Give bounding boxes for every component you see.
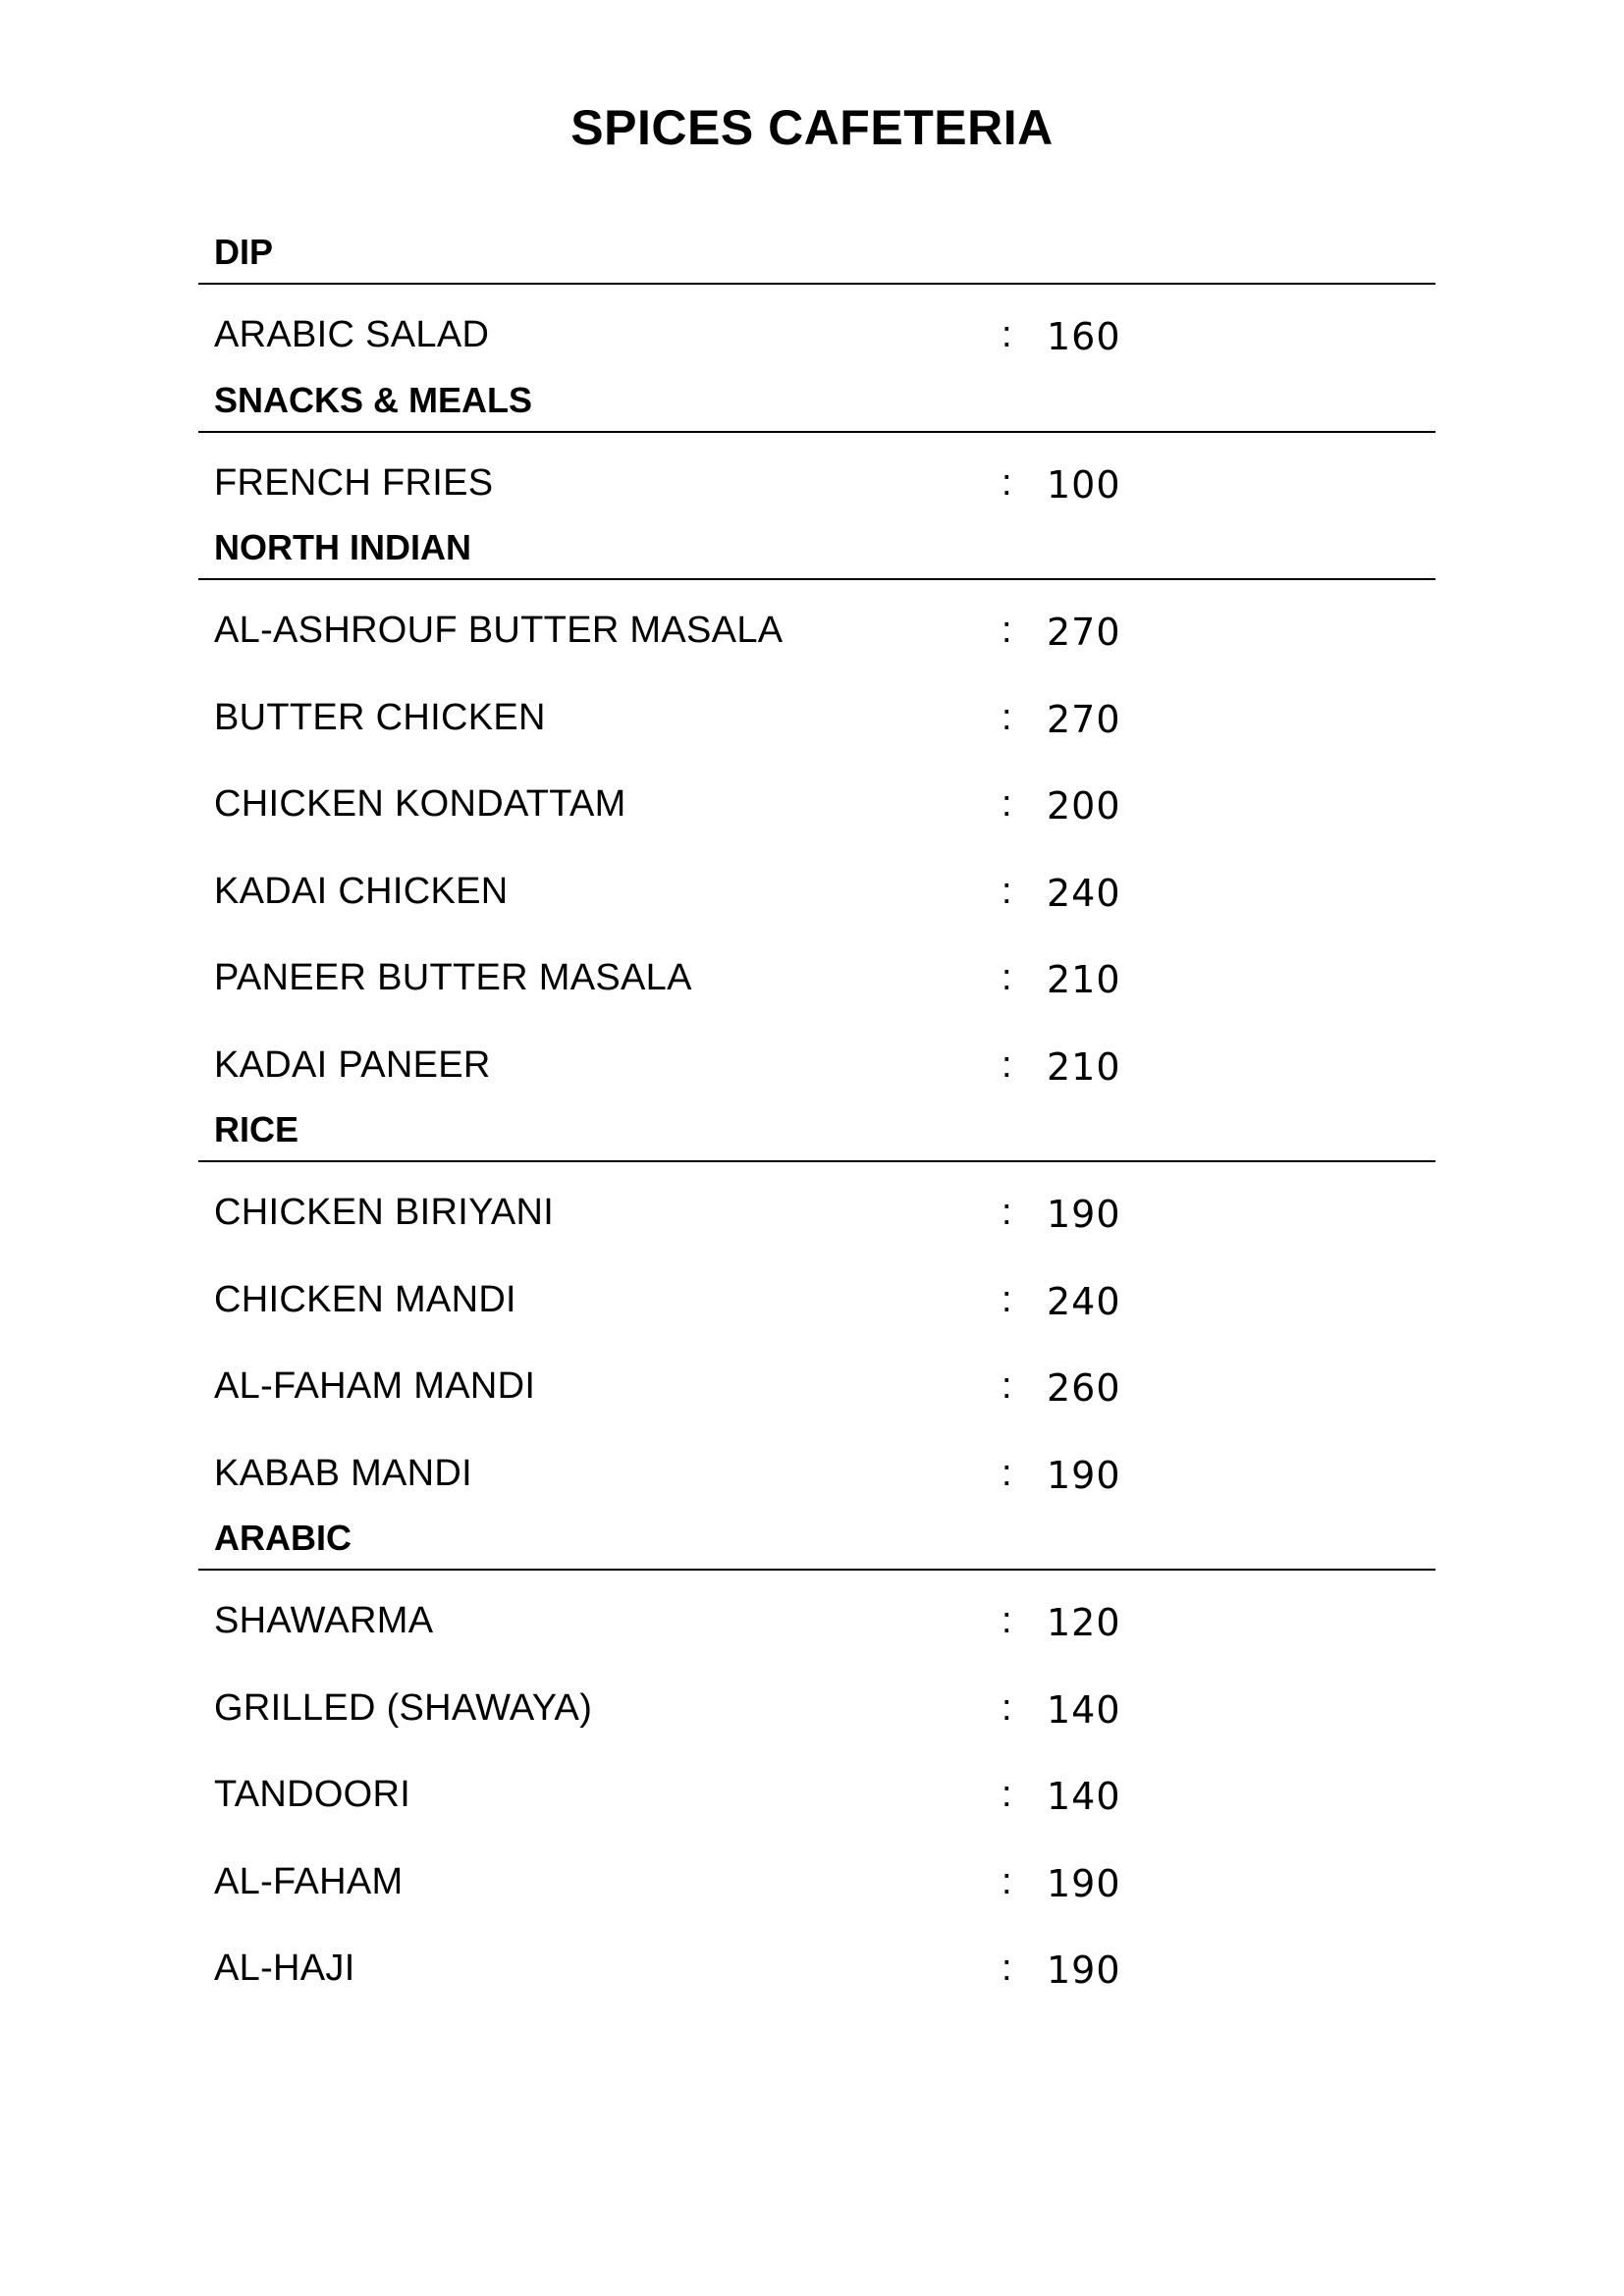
item-separator: :: [1001, 1686, 1012, 1729]
item-separator: :: [1001, 870, 1012, 912]
menu-section: [198, 372, 1435, 520]
menu-list: [198, 224, 1435, 2005]
item-separator: :: [1001, 1365, 1012, 1407]
section-title: RICE: [214, 1109, 299, 1149]
menu-item: [198, 754, 1435, 841]
item-price: 190: [1047, 1861, 1121, 1905]
item-price: 240: [1047, 1279, 1121, 1323]
menu-item: [198, 1250, 1435, 1337]
section-title: ARABIC: [214, 1518, 352, 1558]
item-separator: :: [1001, 783, 1012, 825]
item-name: AL-HAJI: [214, 1948, 355, 1989]
menu-item: [198, 928, 1435, 1015]
menu-item: [198, 1832, 1435, 1919]
item-separator: :: [1001, 610, 1012, 651]
menu-item: [198, 1336, 1435, 1423]
item-separator: :: [1001, 1948, 1012, 1989]
menu-item: [198, 667, 1435, 755]
menu-section: [198, 1101, 1435, 1510]
menu-item: [198, 1658, 1435, 1745]
item-price: 270: [1047, 697, 1121, 741]
section-header: [198, 224, 1435, 285]
item-separator: :: [1001, 957, 1012, 998]
section-items: [198, 433, 1435, 520]
item-separator: :: [1001, 696, 1012, 738]
item-name: TANDOORI: [214, 1774, 411, 1815]
section-items: [198, 580, 1435, 1101]
item-name: AL-ASHROUF BUTTER MASALA: [214, 610, 784, 651]
item-price: 240: [1047, 871, 1121, 915]
item-name: GRILLED (SHAWAYA): [214, 1686, 593, 1729]
item-name: KADAI PANEER: [214, 1043, 491, 1086]
item-price: 210: [1047, 1044, 1121, 1089]
item-separator: :: [1001, 314, 1012, 355]
section-title: SNACKS & MEALS: [214, 379, 533, 420]
item-price: 200: [1047, 784, 1121, 828]
menu-item: [198, 1918, 1435, 2005]
menu-item: [198, 285, 1435, 372]
section-header: [198, 519, 1435, 580]
item-separator: :: [1001, 1278, 1012, 1320]
item-price: 140: [1047, 1775, 1121, 1818]
item-name: AL-FAHAM: [214, 1860, 404, 1902]
menu-item: [198, 1162, 1435, 1250]
menu-item: [198, 1423, 1435, 1511]
item-name: FRENCH FRIES: [214, 461, 494, 504]
section-items: [198, 1162, 1435, 1510]
item-name: PANEER BUTTER MASALA: [214, 957, 692, 998]
section-header: [198, 372, 1435, 433]
menu-section: [198, 519, 1435, 1101]
item-separator: :: [1001, 1043, 1012, 1086]
section-title: DIP: [214, 232, 274, 272]
item-name: SHAWARMA: [214, 1600, 434, 1641]
item-name: KABAB MANDI: [214, 1452, 473, 1494]
item-separator: :: [1001, 1452, 1012, 1494]
item-separator: :: [1001, 1192, 1012, 1233]
item-price: 190: [1047, 1949, 1121, 1992]
menu-section: [198, 1510, 1435, 2005]
item-name: KADAI CHICKEN: [214, 870, 509, 912]
item-price: 270: [1047, 611, 1121, 654]
item-price: 100: [1047, 462, 1121, 507]
item-separator: :: [1001, 1600, 1012, 1641]
item-separator: :: [1001, 1774, 1012, 1815]
item-name: ARABIC SALAD: [214, 314, 490, 355]
section-title: NORTH INDIAN: [214, 527, 471, 567]
item-price: 120: [1047, 1601, 1121, 1644]
item-price: 190: [1047, 1193, 1121, 1236]
item-name: AL-FAHAM MANDI: [214, 1365, 536, 1407]
item-name: CHICKEN MANDI: [214, 1278, 516, 1320]
section-items: [198, 1571, 1435, 2005]
item-name: CHICKEN KONDATTAM: [214, 783, 626, 825]
item-separator: :: [1001, 461, 1012, 504]
menu-item: [198, 1571, 1435, 1658]
item-price: 190: [1047, 1453, 1121, 1497]
item-price: 140: [1047, 1687, 1121, 1732]
menu-item: [198, 433, 1435, 520]
item-price: 260: [1047, 1366, 1121, 1410]
section-header: [198, 1101, 1435, 1162]
menu-section: [198, 224, 1435, 372]
section-header: [198, 1510, 1435, 1571]
item-price: 160: [1047, 315, 1121, 358]
section-items: [198, 285, 1435, 372]
item-name: CHICKEN BIRIYANI: [214, 1192, 555, 1233]
menu-item: [198, 580, 1435, 667]
item-name: BUTTER CHICKEN: [214, 696, 546, 738]
item-price: 210: [1047, 958, 1121, 1001]
page-title: SPICES CAFETERIA: [570, 100, 1054, 155]
item-separator: :: [1001, 1860, 1012, 1902]
menu-item: [198, 1015, 1435, 1102]
menu-item: [198, 841, 1435, 929]
menu-item: [198, 1744, 1435, 1832]
